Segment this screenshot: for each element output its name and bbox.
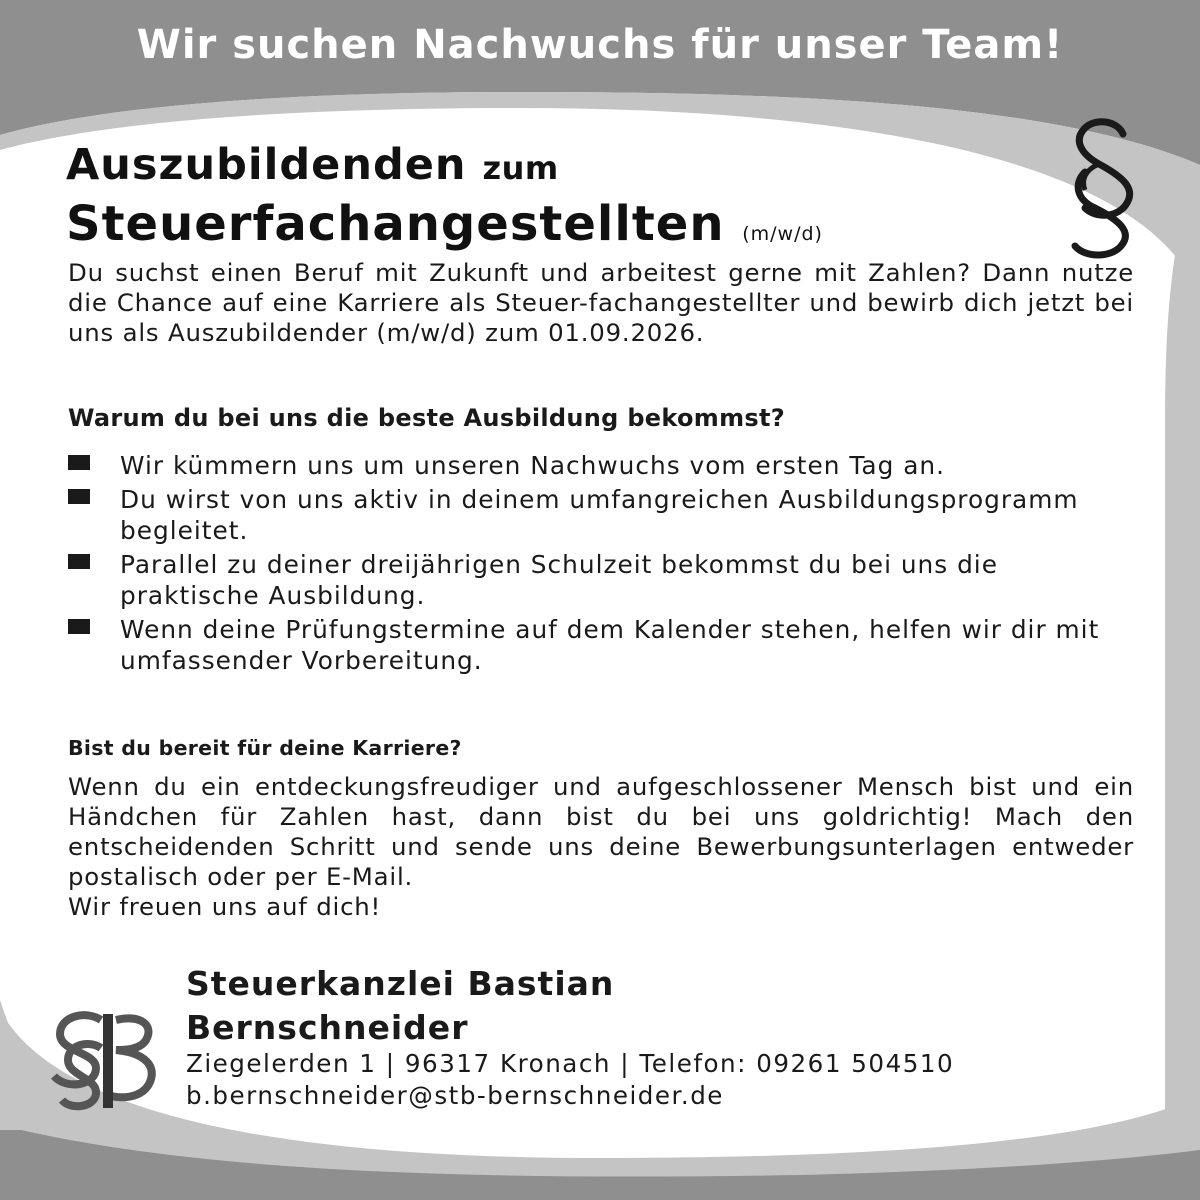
email-link[interactable]: b.bernschneider@stb-bernschneider.de — [186, 1081, 724, 1110]
sb-logo-icon — [46, 1000, 166, 1120]
list-item-text: Wir kümmern uns um unseren Nachwuchs vom ersten Tag an. — [120, 451, 945, 480]
career-text: Wenn du ein entdeckungsfreudiger und aufgeschlossener Mensch bist und ein Händchen für Zahlen hast, dann bist du bei uns goldrichtig! Mach den entscheidenden Schritt und sende uns deine Bewerbungsunterlagen entweder postalisch oder per E-Mail. — [68, 772, 1134, 891]
address-line: Ziegelerden 1 | 96317 Kronach | Telefon: 09261 504510 — [186, 1049, 955, 1078]
firm-name — [186, 962, 614, 1050]
intro-paragraph: Du suchst einen Beruf mit Zukunft und arbeitest gerne mit Zahlen? Dann nutze die Chance auf eine Karriere als Steuer-fachangestellter und bewirb dich jetzt bei uns als Auszubildender (m/w/d) zum 01.09.2026. — [68, 258, 1134, 347]
title-main-1: Auszubildenden — [66, 140, 467, 190]
list-item — [68, 484, 1128, 546]
title-small: zum — [482, 149, 559, 187]
title-suffix: (m/w/d) — [742, 223, 823, 245]
title-main-2: Steuerfachangestellten — [66, 196, 725, 252]
title-line-2 — [66, 196, 823, 252]
section-heading-career: Bist du bereit für deine Karriere? — [68, 736, 462, 760]
contact-block — [186, 1048, 954, 1112]
list-item-text: Wenn deine Prüfungstermine auf dem Kalender stehen, helfen wir dir mit umfassender Vorbereitung. — [120, 615, 1100, 675]
section-heading-why: Warum du bei uns die beste Ausbildung bekommst? — [68, 404, 785, 432]
bullet-square-icon — [68, 554, 90, 569]
bullet-square-icon — [68, 455, 90, 470]
closing-text: Wir freuen uns auf dich! — [68, 892, 382, 921]
career-paragraph — [68, 772, 1134, 922]
bullet-square-icon — [68, 619, 90, 634]
paragraph-icon — [1055, 112, 1155, 262]
list-item-text: Du wirst von uns aktiv in deinem umfangreichen Ausbildungsprogramm begleitet. — [120, 485, 1079, 545]
list-item — [68, 614, 1128, 676]
title-line-1 — [66, 140, 559, 190]
firm-name-line-2: Bernschneider — [186, 1008, 469, 1047]
bullet-square-icon — [68, 489, 90, 504]
list-item-text: Parallel zu deiner dreijährigen Schulzeit bekommst du bei uns die praktische Ausbildung. — [120, 550, 998, 610]
firm-name-line-1: Steuerkanzlei Bastian — [186, 964, 615, 1003]
list-item — [68, 450, 1128, 481]
headline: Wir suchen Nachwuchs für unser Team! — [136, 22, 1064, 68]
list-item — [68, 549, 1128, 611]
benefits-list — [68, 450, 1128, 679]
